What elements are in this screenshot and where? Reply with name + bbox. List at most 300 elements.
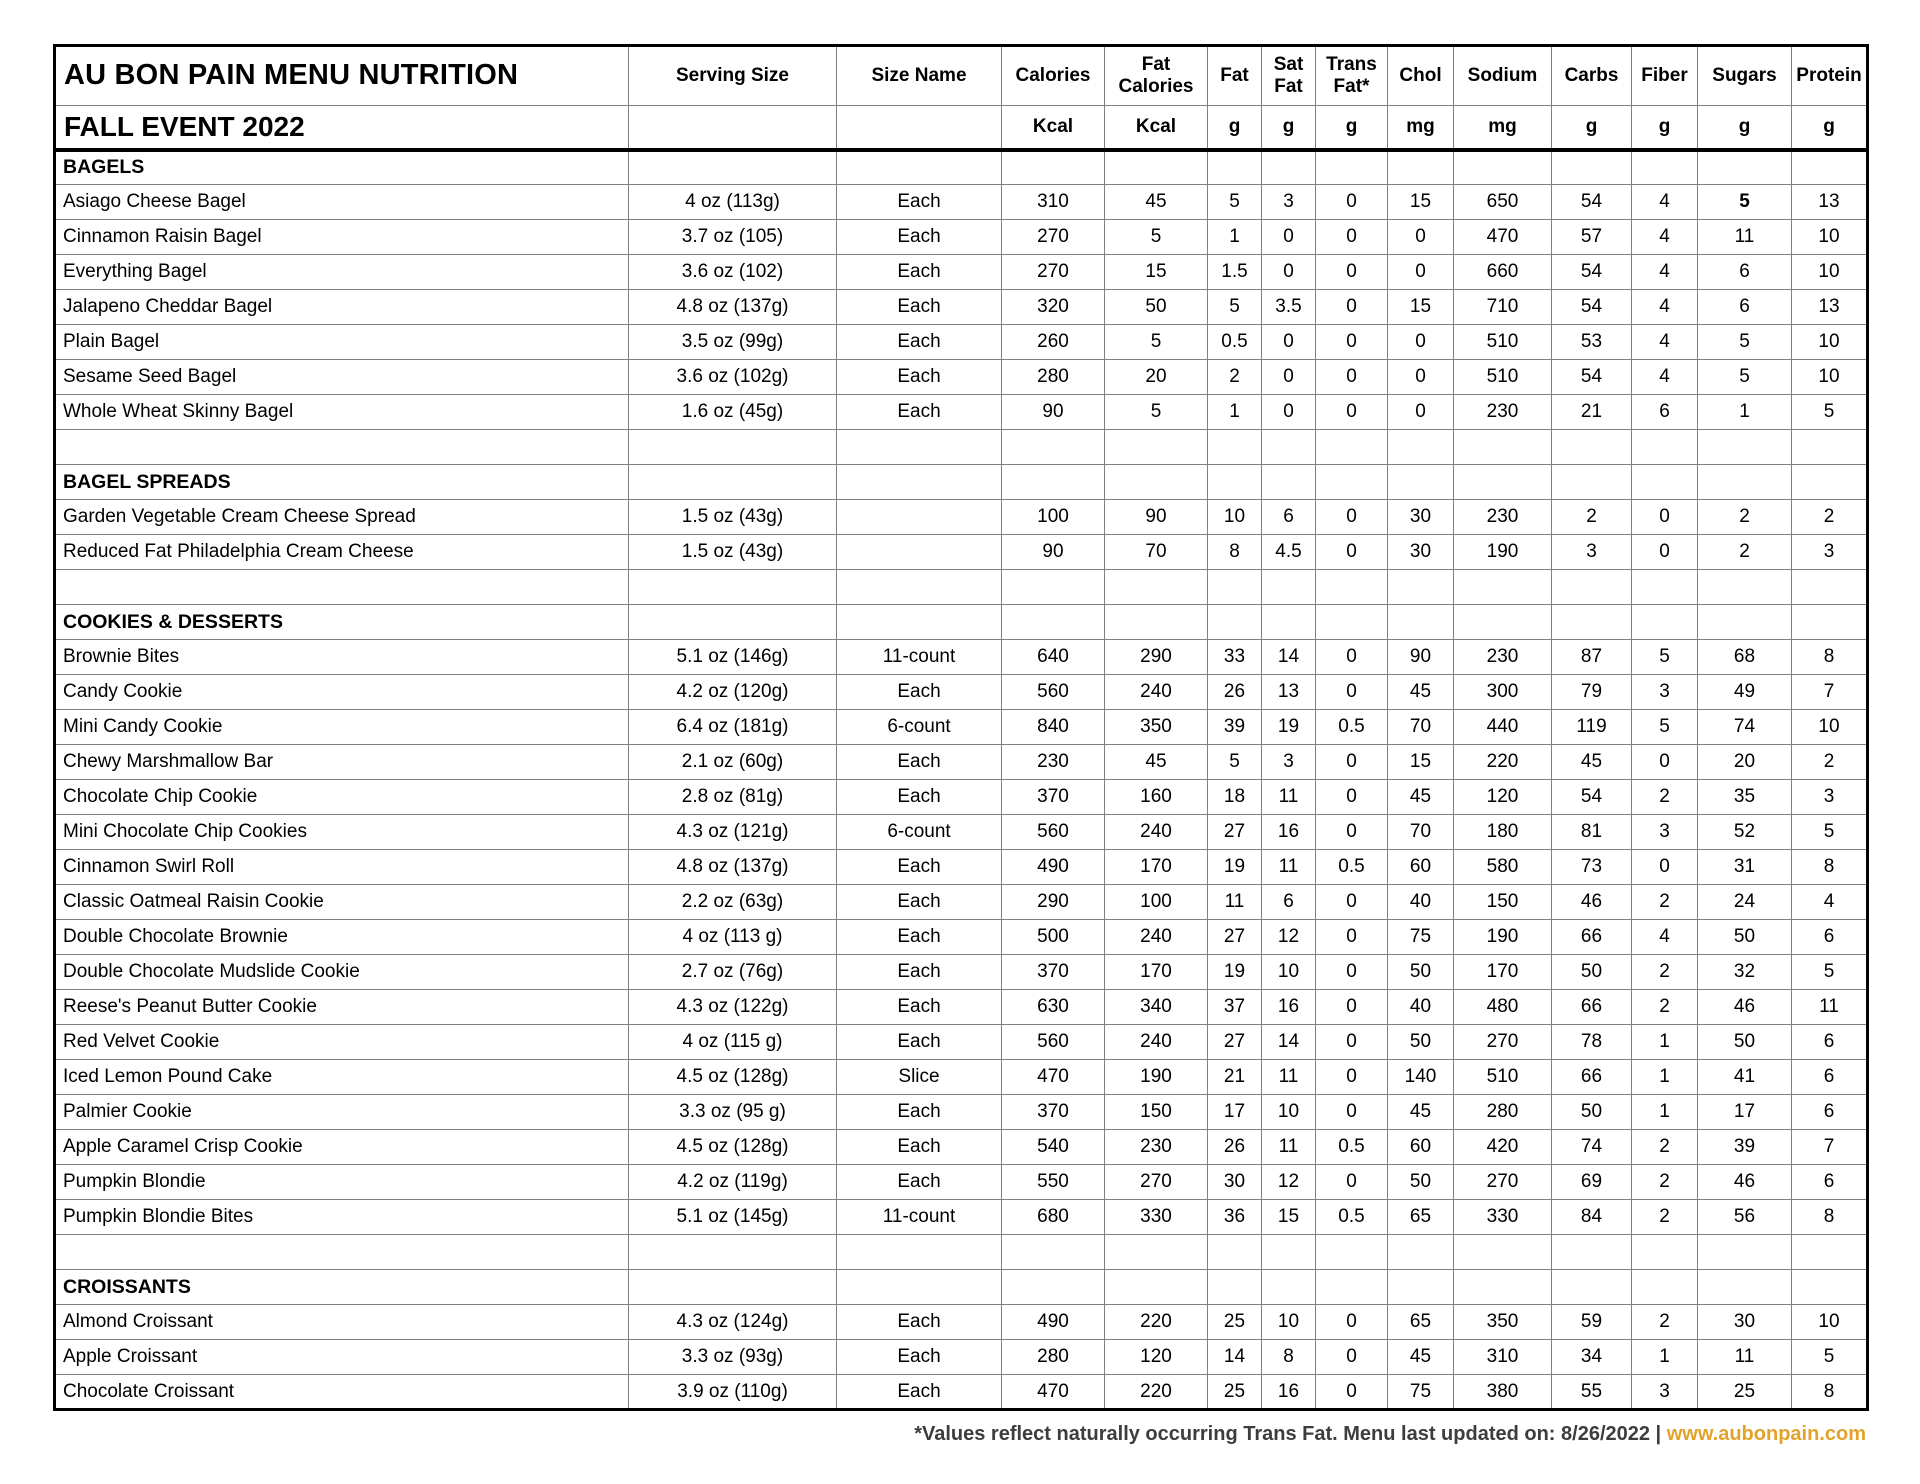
nutrient-value: 8 [1792,1375,1868,1410]
nutrient-value: 50 [1698,1025,1792,1060]
nutrient-value: 14 [1262,640,1316,675]
nutrient-value: 81 [1552,815,1632,850]
item-name: Cinnamon Swirl Roll [55,850,629,885]
nutrient-value: 630 [1002,990,1105,1025]
unit-header: mg [1388,106,1454,150]
nutrient-value: 0 [1316,675,1388,710]
nutrient-value: 120 [1454,780,1552,815]
nutrient-value: 50 [1552,955,1632,990]
nutrient-value: 0 [1316,1375,1388,1410]
nutrient-value: 27 [1208,1025,1262,1060]
nutrient-value: 74 [1552,1130,1632,1165]
empty-cell [1632,570,1698,605]
nutrient-value: 16 [1262,815,1316,850]
nutrient-value: 100 [1105,885,1208,920]
nutrient-value: 270 [1002,255,1105,290]
empty-cell [1388,150,1454,185]
section-title: COOKIES & DESSERTS [55,605,629,640]
nutrient-value: 310 [1002,185,1105,220]
nutrient-value: 60 [1388,850,1454,885]
table-row [55,395,1868,430]
nutrient-value: 470 [1454,220,1552,255]
table-row [55,185,1868,220]
nutrient-value: 0 [1262,255,1316,290]
nutrient-value: 1 [1698,395,1792,430]
item-name: Whole Wheat Skinny Bagel [55,395,629,430]
empty-cell [837,605,1002,640]
empty-cell [1388,1235,1454,1270]
nutrient-value: 49 [1698,675,1792,710]
empty-cell [1388,465,1454,500]
nutrient-value: 21 [1552,395,1632,430]
nutrient-value: 3 [1792,780,1868,815]
empty-cell [1002,150,1105,185]
nutrient-value: 27 [1208,815,1262,850]
nutrient-value: 100 [1002,500,1105,535]
nutrient-value: 68 [1698,640,1792,675]
nutrient-value: 710 [1454,290,1552,325]
empty-cell [1316,1235,1388,1270]
nutrient-value: 25 [1698,1375,1792,1410]
empty-cell [1105,1235,1208,1270]
nutrient-value: 2 [1632,780,1698,815]
nutrient-value: 2 [1632,955,1698,990]
table-row [55,780,1868,815]
table-body [55,150,1868,1410]
nutrient-value: 65 [1388,1305,1454,1340]
nutrient-value: 4 [1632,920,1698,955]
empty-cell [1632,465,1698,500]
item-name: Reese's Peanut Butter Cookie [55,990,629,1025]
item-name: Iced Lemon Pound Cake [55,1060,629,1095]
empty-cell [1262,1235,1316,1270]
nutrient-value: 16 [1262,1375,1316,1410]
nutrient-value: 24 [1698,885,1792,920]
nutrient-value: 6 [1792,1060,1868,1095]
nutrient-value: 680 [1002,1200,1105,1235]
nutrient-value: 73 [1552,850,1632,885]
nutrient-value: 2 [1792,500,1868,535]
nutrient-value: 119 [1552,710,1632,745]
empty-cell [1792,570,1868,605]
empty-cell [1698,465,1792,500]
unit-header: Kcal [1105,106,1208,150]
nutrient-value: 5 [1632,640,1698,675]
item-name: Apple Croissant [55,1340,629,1375]
size-name: Each [837,185,1002,220]
nutrient-value: 2 [1632,1130,1698,1165]
nutrient-value: 0 [1316,885,1388,920]
serving-size: 4.2 oz (119g) [629,1165,837,1200]
nutrient-value: 66 [1552,1060,1632,1095]
nutrient-value: 0 [1262,220,1316,255]
nutrient-value: 170 [1105,850,1208,885]
nutrient-value: 3 [1262,185,1316,220]
empty-cell [1552,605,1632,640]
nutrient-value: 190 [1454,920,1552,955]
empty-cell [629,150,837,185]
nutrient-value: 660 [1454,255,1552,290]
nutrient-value: 2 [1698,535,1792,570]
serving-size: 4 oz (115 g) [629,1025,837,1060]
nutrient-value: 1 [1208,395,1262,430]
nutrient-value: 6 [1792,1095,1868,1130]
nutrient-value: 33 [1208,640,1262,675]
table-row [55,990,1868,1025]
nutrient-value: 19 [1208,955,1262,990]
empty-cell [1698,605,1792,640]
header-row-units [55,106,1868,150]
nutrient-value: 26 [1208,675,1262,710]
nutrient-value: 0.5 [1316,1130,1388,1165]
serving-size: 3.7 oz (105) [629,220,837,255]
nutrient-value: 11 [1698,1340,1792,1375]
nutrient-value: 220 [1105,1305,1208,1340]
column-header: Fat [1208,46,1262,106]
empty-cell [1262,150,1316,185]
nutrient-value: 70 [1105,535,1208,570]
nutrient-value: 540 [1002,1130,1105,1165]
empty-cell [837,1270,1002,1305]
empty-cell [1552,570,1632,605]
empty-cell [837,570,1002,605]
nutrient-value: 480 [1454,990,1552,1025]
size-name: Each [837,325,1002,360]
nutrient-value: 0 [1316,255,1388,290]
nutrient-value: 39 [1698,1130,1792,1165]
item-name: Mini Chocolate Chip Cookies [55,815,629,850]
unit-header: g [1698,106,1792,150]
nutrient-value: 0 [1316,920,1388,955]
nutrient-value: 45 [1388,1340,1454,1375]
nutrient-value: 350 [1454,1305,1552,1340]
nutrient-value: 170 [1454,955,1552,990]
size-name: 11-count [837,640,1002,675]
nutrient-value: 0 [1316,395,1388,430]
size-name: Each [837,885,1002,920]
nutrient-value: 0 [1316,815,1388,850]
nutrient-value: 0 [1316,745,1388,780]
nutrient-value: 54 [1552,185,1632,220]
empty-cell [1002,605,1105,640]
nutrient-value: 5 [1698,325,1792,360]
nutrient-value: 370 [1002,955,1105,990]
item-name: Plain Bagel [55,325,629,360]
nutrient-value: 170 [1105,955,1208,990]
empty-cell [1698,1270,1792,1305]
empty-cell [629,570,837,605]
nutrient-value: 270 [1454,1025,1552,1060]
empty-cell [1454,465,1552,500]
nutrient-value: 270 [1002,220,1105,255]
nutrient-value: 1.5 [1208,255,1262,290]
empty-cell [1316,150,1388,185]
nutrient-value: 350 [1105,710,1208,745]
empty-cell [1105,150,1208,185]
nutrient-value: 75 [1388,920,1454,955]
size-name: Each [837,955,1002,990]
nutrient-value: 2 [1698,500,1792,535]
nutrient-value: 11 [1262,780,1316,815]
item-name: Palmier Cookie [55,1095,629,1130]
nutrient-value: 300 [1454,675,1552,710]
nutrient-value: 0 [1316,325,1388,360]
nutrient-value: 87 [1552,640,1632,675]
nutrient-value: 45 [1105,185,1208,220]
empty-cell [1208,570,1262,605]
column-header: Fiber [1632,46,1698,106]
unit-header: g [1262,106,1316,150]
table-row [55,500,1868,535]
empty-cell [629,1235,837,1270]
empty-cell [629,465,837,500]
empty-cell [1262,605,1316,640]
nutrient-value: 10 [1208,500,1262,535]
empty-cell [55,570,629,605]
size-name: 6-count [837,710,1002,745]
empty-cell [1454,150,1552,185]
empty-cell [1262,430,1316,465]
nutrient-value: 4 [1632,220,1698,255]
nutrient-value: 500 [1002,920,1105,955]
empty-cell [629,430,837,465]
nutrient-value: 0 [1262,395,1316,430]
empty-cell [1208,1235,1262,1270]
nutrient-value: 140 [1388,1060,1454,1095]
empty-cell [1454,430,1552,465]
nutrient-value: 90 [1105,500,1208,535]
nutrient-value: 10 [1262,1095,1316,1130]
nutrient-value: 74 [1698,710,1792,745]
footer-note: *Values reflect naturally occurring Trans Fat. Menu last updated on: 8/26/2022 | [914,1423,1662,1445]
nutrient-value: 17 [1208,1095,1262,1130]
nutrient-value: 320 [1002,290,1105,325]
table-row [55,815,1868,850]
nutrient-value: 310 [1454,1340,1552,1375]
nutrient-value: 280 [1454,1095,1552,1130]
nutrient-value: 0 [1316,955,1388,990]
size-name: Each [837,1340,1002,1375]
size-name: Each [837,290,1002,325]
size-name: Each [837,220,1002,255]
nutrient-value: 26 [1208,1130,1262,1165]
nutrient-value: 10 [1792,710,1868,745]
nutrient-value: 2 [1632,1200,1698,1235]
empty-cell [1792,605,1868,640]
serving-size: 3.3 oz (95 g) [629,1095,837,1130]
nutrient-value: 560 [1002,675,1105,710]
empty-cell [1262,570,1316,605]
nutrient-value: 340 [1105,990,1208,1025]
nutrient-value: 330 [1105,1200,1208,1235]
item-name: Mini Candy Cookie [55,710,629,745]
unit-header: g [1632,106,1698,150]
nutrient-value: 4 [1632,290,1698,325]
nutrient-value: 14 [1208,1340,1262,1375]
nutrient-value: 50 [1388,955,1454,990]
nutrient-value: 1 [1208,220,1262,255]
nutrient-value: 8 [1792,1200,1868,1235]
footer-link[interactable]: www.aubonpain.com [1666,1423,1866,1445]
nutrient-value: 4 [1632,185,1698,220]
nutrient-value: 35 [1698,780,1792,815]
nutrient-value: 230 [1002,745,1105,780]
nutrient-value: 160 [1105,780,1208,815]
item-name: Sesame Seed Bagel [55,360,629,395]
nutrient-value: 2 [1632,1305,1698,1340]
nutrient-value: 46 [1552,885,1632,920]
nutrient-value: 11 [1262,850,1316,885]
nutrient-value: 45 [1105,745,1208,780]
serving-size: 2.1 oz (60g) [629,745,837,780]
nutrient-value: 0 [1316,640,1388,675]
header-row-titles [55,46,1868,106]
size-name: 11-count [837,1200,1002,1235]
serving-size: 6.4 oz (181g) [629,710,837,745]
nutrient-value: 12 [1262,1165,1316,1200]
serving-size: 3.5 oz (99g) [629,325,837,360]
table-row [55,1340,1868,1375]
nutrient-value: 40 [1388,990,1454,1025]
empty-cell [1792,465,1868,500]
empty-cell [1552,1270,1632,1305]
nutrient-value: 5 [1698,185,1792,220]
nutrient-value: 20 [1105,360,1208,395]
nutrient-value: 46 [1698,990,1792,1025]
table-row [55,1375,1868,1410]
nutrient-value: 470 [1002,1060,1105,1095]
nutrient-value: 41 [1698,1060,1792,1095]
empty-cell [1208,430,1262,465]
nutrient-value: 11 [1262,1130,1316,1165]
section-title: BAGELS [55,150,629,185]
section-row [55,465,1868,500]
nutrient-value: 120 [1105,1340,1208,1375]
item-name: Double Chocolate Mudslide Cookie [55,955,629,990]
nutrient-value: 21 [1208,1060,1262,1095]
nutrient-value: 53 [1552,325,1632,360]
nutrient-value: 640 [1002,640,1105,675]
nutrient-value: 4 [1792,885,1868,920]
nutrient-value: 12 [1262,920,1316,955]
table-row [55,290,1868,325]
nutrient-value: 32 [1698,955,1792,990]
nutrient-value: 0.5 [1316,850,1388,885]
nutrient-value: 19 [1208,850,1262,885]
nutrient-value: 330 [1454,1200,1552,1235]
nutrient-value: 16 [1262,990,1316,1025]
empty-cell [1388,1270,1454,1305]
table-row [55,1025,1868,1060]
table-row [55,325,1868,360]
nutrient-value: 0 [1632,500,1698,535]
table-header [55,46,1868,150]
nutrient-value: 0 [1316,535,1388,570]
table-row [55,955,1868,990]
nutrient-value: 240 [1105,1025,1208,1060]
nutrient-value: 84 [1552,1200,1632,1235]
nutrient-value: 39 [1208,710,1262,745]
empty-cell [1552,430,1632,465]
empty-cell [837,465,1002,500]
serving-size: 4.2 oz (120g) [629,675,837,710]
item-name: Classic Oatmeal Raisin Cookie [55,885,629,920]
serving-size: 4.8 oz (137g) [629,850,837,885]
nutrient-value: 10 [1792,255,1868,290]
nutrient-value: 31 [1698,850,1792,885]
serving-size: 4 oz (113g) [629,185,837,220]
nutrient-value: 840 [1002,710,1105,745]
nutrient-value: 50 [1388,1025,1454,1060]
nutrient-value: 45 [1388,675,1454,710]
nutrient-value: 2 [1208,360,1262,395]
item-name: Chewy Marshmallow Bar [55,745,629,780]
nutrient-value: 2 [1792,745,1868,780]
column-header: Trans Fat* [1316,46,1388,106]
nutrient-value: 25 [1208,1305,1262,1340]
nutrient-value: 0 [1388,325,1454,360]
nutrient-value: 70 [1388,815,1454,850]
nutrient-value: 37 [1208,990,1262,1025]
nutrient-value: 0 [1316,360,1388,395]
nutrient-value: 370 [1002,780,1105,815]
empty-cell [1792,150,1868,185]
nutrient-value: 0.5 [1208,325,1262,360]
serving-size: 3.9 oz (110g) [629,1375,837,1410]
size-name: Each [837,1130,1002,1165]
empty-cell [55,430,629,465]
nutrient-value: 52 [1698,815,1792,850]
nutrient-value: 0 [1388,255,1454,290]
nutrient-value: 490 [1002,850,1105,885]
size-name: Each [837,920,1002,955]
item-name: Asiago Cheese Bagel [55,185,629,220]
empty-cell [1316,570,1388,605]
serving-size: 5.1 oz (146g) [629,640,837,675]
nutrient-value: 11 [1792,990,1868,1025]
nutrient-value: 220 [1105,1375,1208,1410]
table-row [55,640,1868,675]
nutrient-value: 280 [1002,360,1105,395]
nutrient-value: 1 [1632,1340,1698,1375]
nutrient-value: 3.5 [1262,290,1316,325]
size-name: Each [837,1165,1002,1200]
nutrient-value: 11 [1208,885,1262,920]
empty-cell [837,430,1002,465]
nutrition-table [53,44,1869,1411]
nutrient-value: 46 [1698,1165,1792,1200]
nutrient-value: 10 [1792,360,1868,395]
nutrient-value: 45 [1388,780,1454,815]
empty-cell [1552,465,1632,500]
unit-header: g [1316,106,1388,150]
nutrient-value: 0 [1316,1095,1388,1130]
nutrient-value: 4 [1632,325,1698,360]
nutrient-value: 0.5 [1316,710,1388,745]
nutrient-value: 7 [1792,675,1868,710]
nutrient-value: 6 [1698,290,1792,325]
nutrient-value: 69 [1552,1165,1632,1200]
column-header: Chol [1388,46,1454,106]
nutrient-value: 0 [1316,780,1388,815]
empty-cell [1002,570,1105,605]
nutrient-value: 18 [1208,780,1262,815]
nutrient-value: 70 [1388,710,1454,745]
table-row [55,920,1868,955]
nutrient-value: 0 [1262,325,1316,360]
unit-header [629,106,837,150]
nutrient-value: 90 [1002,395,1105,430]
